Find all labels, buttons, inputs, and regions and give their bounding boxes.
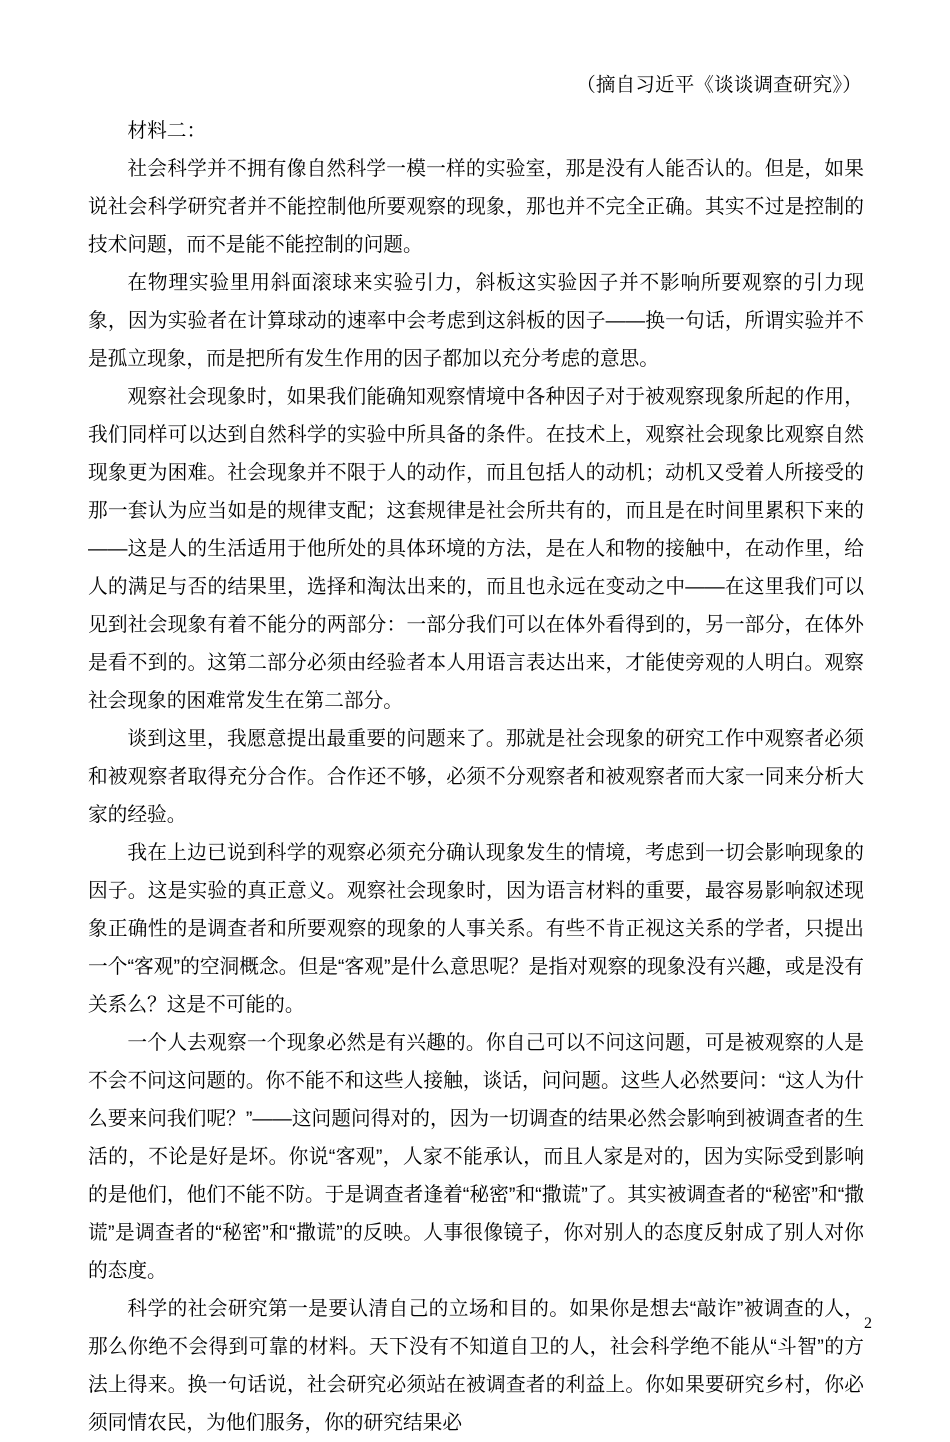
attribution-row xyxy=(88,74,862,97)
paragraph-1: 社会科学并不拥有像自然科学一模一样的实验室，那是没有人能否认的。但是，如果说社会科学研究者并不能控制他所要观察的现象，那也并不完全正确。其实不过是控制的技术问题，而不是能不能控制的问题。 xyxy=(88,158,864,256)
page-number: 2 xyxy=(864,1315,872,1332)
paragraph-2: 在物理实验里用斜面滚球来实验引力，斜板这实验因子并不影响所要观察的引力现象，因为实验者在计算球动的速率中会考虑到这斜板的因子——换一句话，所谓实验并不是孤立现象，而是把所有发生作用的因子都加以充分考虑的意思。 xyxy=(88,272,864,370)
document-body xyxy=(88,112,864,1442)
source-attribution: （摘自习近平《谈谈调查研究》） xyxy=(576,74,862,96)
material-label: 材料二： xyxy=(127,120,207,142)
paragraph-7: 科学的社会研究第一是要认清自己的立场和目的。如果你是想去“敲诈”被调查的人，那么你绝不会得到可靠的材料。天下没有不知道自卫的人，社会科学绝不能从“斗智”的方法上得来。换一句话说，社会研究必须站在被调查者的利益上。你如果要研究乡村，你必须同情农民，为他们服务，你的研究结果必 xyxy=(88,1298,864,1434)
paragraph-6: 一个人去观察一个现象必然是有兴趣的。你自己可以不问这问题，可是被观察的人是不会不问这问题的。你不能不和这些人接触，谈话，问问题。这些人必然要问：“这人为什么要来问我们呢？”——这问题问得对的，因为一切调查的结果必然会影响到被调查者的生活的，不论是好是坏。你说“客观”，人家不能承认，而且人家是对的，因为实际受到影响的是他们，他们不能不防。于是调查者逢着“秘密”和“撒谎”了。其实被调查者的“秘密”和“撒谎”是调查者的“秘密”和“撒谎”的反映。人事很像镜子，你对别人的态度反射成了别人对你的态度。 xyxy=(88,1032,864,1282)
paragraph-5: 我在上边已说到科学的观察必须充分确认现象发生的情境，考虑到一切会影响现象的因子。这是实验的真正意义。观察社会现象时，因为语言材料的重要，最容易影响叙述现象正确性的是调查者和所要观察的现象的人事关系。有些不肯正视这关系的学者，只提出一个“客观”的空洞概念。但是“客观”是什么意思呢？是指对观察的现象没有兴趣，或是没有关系么？这是不可能的。 xyxy=(88,842,864,1016)
paragraph-4: 谈到这里，我愿意提出最重要的问题来了。那就是社会现象的研究工作中观察者必须和被观察者取得充分合作。合作还不够，必须不分观察者和被观察者而大家一同来分析大家的经验。 xyxy=(88,728,864,826)
paragraph-3: 观察社会现象时，如果我们能确知观察情境中各种因子对于被观察现象所起的作用，我们同样可以达到自然科学的实验中所具备的条件。在技术上，观察社会现象比观察自然现象更为困难。社会现象并不限于人的动作，而且包括人的动机；动机又受着人所接受的那一套认为应当如是的规律支配；这套规律是社会所共有的，而且是在时间里累积下来的——这是人的生活适用于他所处的具体环境的方法，是在人和物的接触中，在动作里，给人的满足与否的结果里，选择和淘汰出来的，而且也永远在变动之中——在这里我们可以见到社会现象有着不能分的两部分：一部分我们可以在体外看得到的，另一部分，在体外是看不到的。这第二部分必须由经验者本人用语言表达出来，才能使旁观的人明白。观察社会现象的困难常发生在第二部分。 xyxy=(88,386,864,712)
